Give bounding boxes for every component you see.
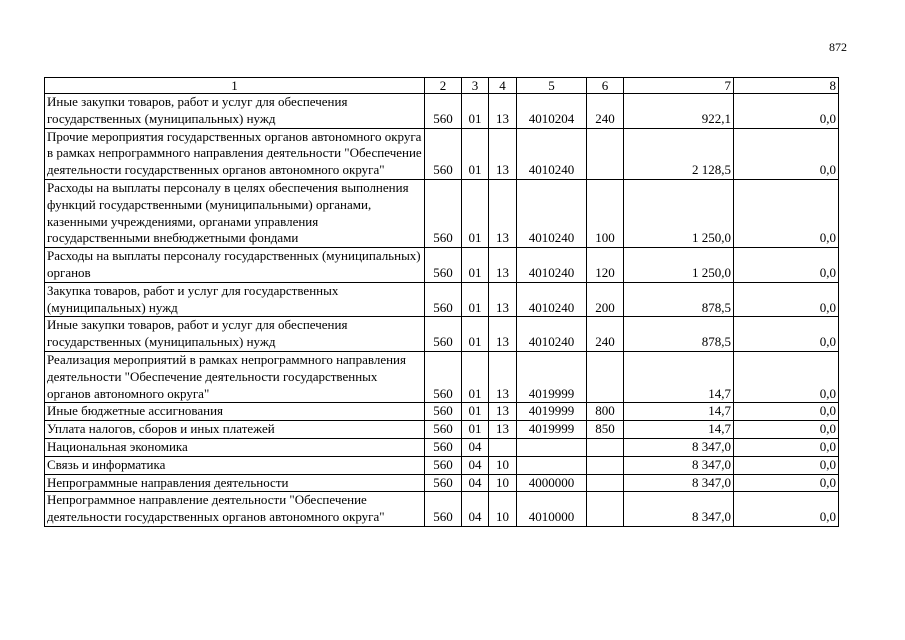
cell-target: 4010000: [517, 492, 587, 527]
cell-target: 4010240: [517, 317, 587, 352]
cell-admin: 560: [425, 421, 462, 439]
header-row: [45, 78, 839, 94]
table-row: [45, 456, 839, 474]
cell-section: 01: [462, 351, 489, 402]
cell-amount: 2 128,5: [624, 128, 734, 179]
table-row: [45, 317, 839, 352]
table-row: [45, 438, 839, 456]
cell-amount: 8 347,0: [624, 492, 734, 527]
table-row: [45, 248, 839, 283]
cell-subsection: 13: [489, 403, 517, 421]
row-name: Иные закупки товаров, работ и услуг для обеспечения государственных (муниципальных) нужд: [45, 317, 425, 352]
cell-amount: 8 347,0: [624, 474, 734, 492]
cell-subsection: 10: [489, 474, 517, 492]
cell-amount-2: 0,0: [734, 317, 839, 352]
budget-table: [44, 77, 839, 527]
cell-amount-2: 0,0: [734, 179, 839, 247]
cell-subsection: 13: [489, 351, 517, 402]
column-header: 8: [734, 78, 839, 94]
row-name: Непрограммное направление деятельности "Обеспечение деятельности государственных органов автономного округа": [45, 492, 425, 527]
cell-target: 4010240: [517, 179, 587, 247]
cell-subsection: 13: [489, 248, 517, 283]
column-header: 1: [45, 78, 425, 94]
cell-subsection: 10: [489, 492, 517, 527]
cell-section: 01: [462, 179, 489, 247]
cell-target: [517, 456, 587, 474]
cell-amount: 878,5: [624, 282, 734, 317]
cell-amount-2: 0,0: [734, 282, 839, 317]
cell-section: 01: [462, 403, 489, 421]
row-name: Реализация мероприятий в рамках непрограммного направления деятельности "Обеспечение деятельности государственных органов автономного округа": [45, 351, 425, 402]
cell-admin: 560: [425, 248, 462, 283]
table-row: [45, 421, 839, 439]
column-header: 4: [489, 78, 517, 94]
cell-target: [517, 438, 587, 456]
cell-admin: 560: [425, 317, 462, 352]
row-name: Связь и информатика: [45, 456, 425, 474]
cell-expense-type: 200: [587, 282, 624, 317]
cell-amount: 1 250,0: [624, 179, 734, 247]
cell-section: 01: [462, 421, 489, 439]
cell-section: 04: [462, 456, 489, 474]
cell-amount-2: 0,0: [734, 248, 839, 283]
cell-target: 4010240: [517, 282, 587, 317]
table-row: [45, 94, 839, 129]
cell-target: 4010240: [517, 248, 587, 283]
table-row: [45, 474, 839, 492]
row-name: Расходы на выплаты персоналу государственных (муниципальных) органов: [45, 248, 425, 283]
column-header: 2: [425, 78, 462, 94]
row-name: Непрограммные направления деятельности: [45, 474, 425, 492]
cell-expense-type: [587, 128, 624, 179]
cell-expense-type: [587, 492, 624, 527]
cell-amount-2: 0,0: [734, 474, 839, 492]
cell-amount-2: 0,0: [734, 492, 839, 527]
cell-expense-type: 800: [587, 403, 624, 421]
cell-expense-type: [587, 438, 624, 456]
cell-expense-type: [587, 351, 624, 402]
cell-section: 04: [462, 438, 489, 456]
column-header: 5: [517, 78, 587, 94]
cell-section: 04: [462, 492, 489, 527]
cell-amount: 14,7: [624, 351, 734, 402]
cell-expense-type: 100: [587, 179, 624, 247]
column-header: 3: [462, 78, 489, 94]
cell-admin: 560: [425, 438, 462, 456]
cell-expense-type: [587, 474, 624, 492]
table-row: [45, 282, 839, 317]
cell-amount: 8 347,0: [624, 438, 734, 456]
cell-subsection: 13: [489, 128, 517, 179]
table-row: [45, 351, 839, 402]
cell-expense-type: 120: [587, 248, 624, 283]
cell-section: 04: [462, 474, 489, 492]
cell-section: 01: [462, 317, 489, 352]
cell-target: 4019999: [517, 351, 587, 402]
cell-target: 4010240: [517, 128, 587, 179]
table-row: [45, 128, 839, 179]
table-row: [45, 492, 839, 527]
row-name: Прочие мероприятия государственных органов автономного округа в рамках непрограммного направления деятельности "Обеспечение деятельности государственных органов автономного округа": [45, 128, 425, 179]
cell-amount: 878,5: [624, 317, 734, 352]
cell-expense-type: 850: [587, 421, 624, 439]
cell-target: 4010204: [517, 94, 587, 129]
cell-amount: 14,7: [624, 403, 734, 421]
cell-subsection: 13: [489, 179, 517, 247]
column-header: 6: [587, 78, 624, 94]
cell-amount-2: 0,0: [734, 456, 839, 474]
cell-section: 01: [462, 248, 489, 283]
row-name: Расходы на выплаты персоналу в целях обеспечения выполнения функций государственными (муниципальными) органами, казенными учреждениями, органами управления государственными внебюджетными фондами: [45, 179, 425, 247]
cell-expense-type: 240: [587, 94, 624, 129]
cell-amount: 922,1: [624, 94, 734, 129]
cell-subsection: 13: [489, 94, 517, 129]
cell-target: 4019999: [517, 403, 587, 421]
table-row: [45, 179, 839, 247]
cell-subsection: 13: [489, 282, 517, 317]
cell-target: 4019999: [517, 421, 587, 439]
cell-admin: 560: [425, 403, 462, 421]
cell-amount: 1 250,0: [624, 248, 734, 283]
column-header: 7: [624, 78, 734, 94]
cell-expense-type: [587, 456, 624, 474]
cell-section: 01: [462, 128, 489, 179]
cell-subsection: 10: [489, 456, 517, 474]
cell-subsection: 13: [489, 421, 517, 439]
cell-amount-2: 0,0: [734, 94, 839, 129]
row-name: Иные бюджетные ассигнования: [45, 403, 425, 421]
row-name: Уплата налогов, сборов и иных платежей: [45, 421, 425, 439]
page-number: 872: [829, 40, 847, 54]
cell-amount-2: 0,0: [734, 128, 839, 179]
table-row: [45, 403, 839, 421]
cell-admin: 560: [425, 282, 462, 317]
cell-admin: 560: [425, 94, 462, 129]
cell-admin: 560: [425, 474, 462, 492]
cell-section: 01: [462, 94, 489, 129]
cell-admin: 560: [425, 456, 462, 474]
cell-amount: 8 347,0: [624, 456, 734, 474]
cell-section: 01: [462, 282, 489, 317]
cell-amount: 14,7: [624, 421, 734, 439]
cell-amount-2: 0,0: [734, 421, 839, 439]
cell-admin: 560: [425, 128, 462, 179]
row-name: Иные закупки товаров, работ и услуг для обеспечения государственных (муниципальных) нужд: [45, 94, 425, 129]
cell-amount-2: 0,0: [734, 351, 839, 402]
cell-expense-type: 240: [587, 317, 624, 352]
cell-target: 4000000: [517, 474, 587, 492]
cell-subsection: 13: [489, 317, 517, 352]
row-name: Закупка товаров, работ и услуг для государственных (муниципальных) нужд: [45, 282, 425, 317]
cell-admin: 560: [425, 492, 462, 527]
cell-admin: 560: [425, 179, 462, 247]
row-name: Национальная экономика: [45, 438, 425, 456]
cell-amount-2: 0,0: [734, 438, 839, 456]
cell-admin: 560: [425, 351, 462, 402]
cell-amount-2: 0,0: [734, 403, 839, 421]
cell-subsection: [489, 438, 517, 456]
